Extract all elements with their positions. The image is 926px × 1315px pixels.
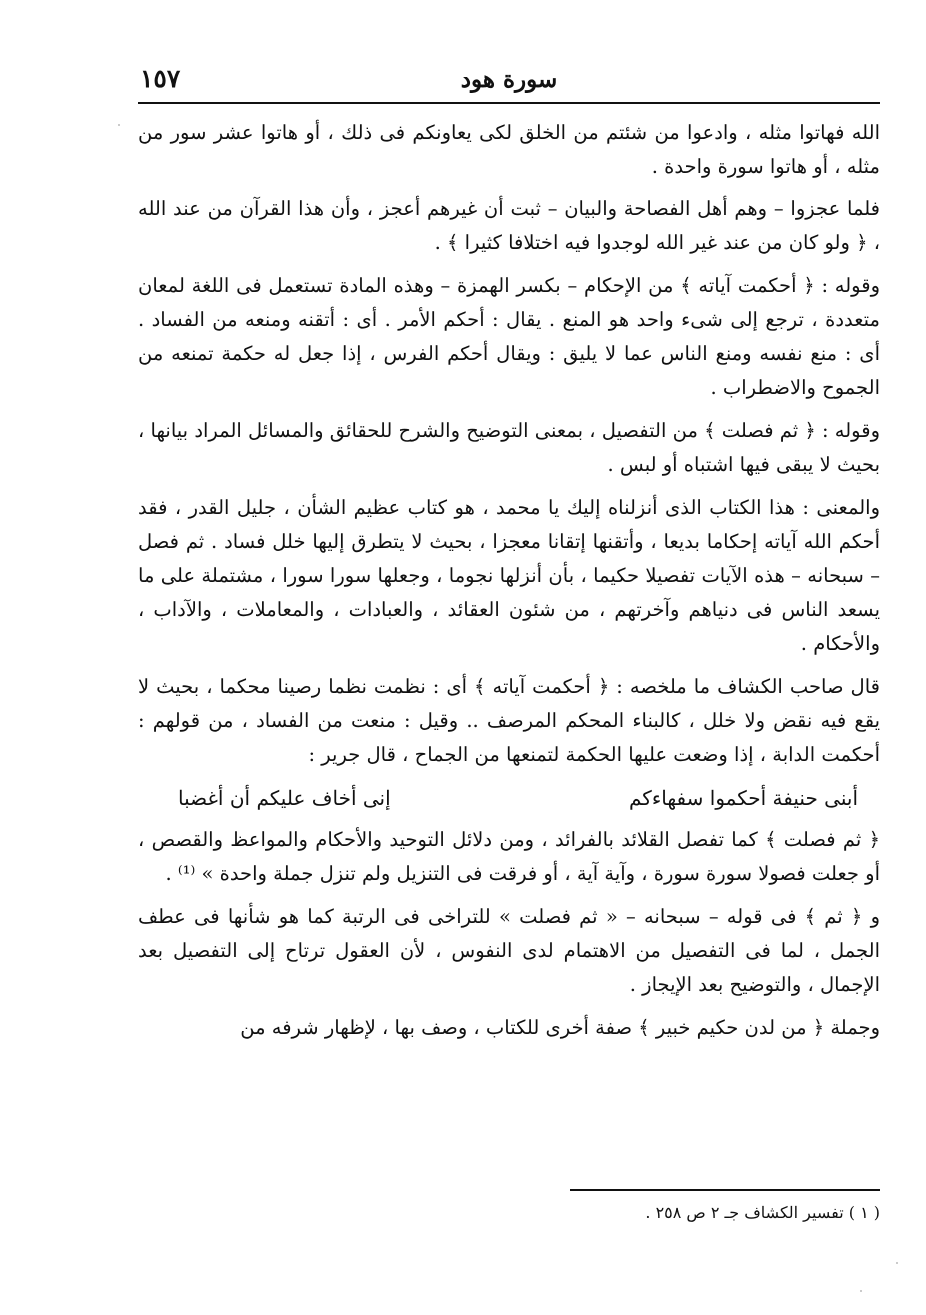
- paragraph: وقوله : ﴿ ثم فصلت ﴾ من التفصيل ، بمعنى التوضيح والشرح للحقائق والمسائل المراد بيانها ، بحيث لا يبقى فيها اشتباه أو لبس .: [138, 419, 880, 476]
- poetry-verse: [138, 781, 880, 815]
- scan-speck: [860, 1290, 862, 1292]
- paragraph: الله فهاتوا مثله ، وادعوا من شئتم من الخلق لكى يعاونكم فى ذلك ، أو هاتوا عشر سور من مثله ، أو هاتوا سورة واحدة .: [138, 121, 880, 178]
- page-number: ١٥٧: [140, 64, 181, 93]
- verse-second-hemistich: إنى أخاف عليكم أن أغضبا: [178, 786, 391, 810]
- page-header: [140, 60, 878, 100]
- scan-speck: [118, 124, 120, 126]
- paragraph: ﴿ ثم فصلت ﴾ كما تفصل القلائد بالفرائد ، ومن دلائل التوحيد والأحكام والمواعظ والقصص ، أو جعلت فصولا سورة سورة ، وآية آية ، أو فرقت فى التنزيل ولم تنزل جملة واحدة » ⁽¹⁾ .: [138, 828, 880, 885]
- paragraph: وقوله : ﴿ أحكمت آياته ﴾ من الإحكام – بكسر الهمزة – وهذه المادة تستعمل فى اللغة لمعان متعددة ، ترجع إلى شىء واحد هو المنع . يقال : أحكم الأمر . أى : أتقنه ومنعه من الفساد . أى : منع نفسه ومنع الناس عما لا يليق : ويقال أحكم الفرس ، إذا جعل له حكمة تمنعه من الجموح والاضطراب .: [138, 274, 880, 399]
- paragraph: وجملة ﴿ من لدن حكيم خبير ﴾ صفة أخرى للكتاب ، وصف بها ، لإظهار شرفه من: [240, 1016, 880, 1039]
- paragraph: قال صاحب الكشاف ما ملخصه : ﴿ أحكمت آياته ﴾ أى : نظمت نظما رصينا محكما ، بحيث لا يقع فيه نقض ولا خلل ، كالبناء المحكم المرصف .. وقيل : منعت من الفساد ، من قولهم : أحكمت الدابة ، إذا وضعت عليها الحكمة لتمنعها من الجماح ، قال جرير :: [138, 675, 880, 766]
- verse-first-hemistich: أبنى حنيفة أحكموا سفهاءكم: [628, 786, 858, 810]
- header-rule: [138, 102, 880, 104]
- running-title: سورة هود: [460, 66, 558, 93]
- footnote: ( ١ ) تفسير الكشاف جـ ٢ ص ٢٥٨ .: [645, 1203, 880, 1222]
- paragraph: والمعنى : هذا الكتاب الذى أنزلناه إليك يا محمد ، هو كتاب عظيم الشأن ، جليل القدر ، فقد أحكم الله آياته إحكاما بديعا ، وأتقنها إتقانا معجزا ، بحيث لا يتطرق إليها خلل فساد . ثم فصل – سبحانه – هذه الآيات تفصيلا حكيما ، بأن أنزلها نجوما ، وجعلها سورا سورا ، مشتملة على ما يسعد الناس فى دنياهم وآخرتهم ، من شئون العقائد ، والعبادات ، والمعاملات ، والآداب ، والأحكام .: [138, 496, 880, 655]
- scan-speck: [896, 1262, 898, 1264]
- paragraph: و ﴿ ثم ﴾ فى قوله – سبحانه – « ثم فصلت » للتراخى فى الرتبة كما هو شأنها فى عطف الجمل ، لما فى التفصيل من الاهتمام لدى النفوس ، لأن العقول ترتاح إلى التفصيل بعد الإجمال ، والتوضيح بعد الإيجاز .: [138, 905, 880, 996]
- main-text: [138, 116, 880, 1054]
- footnote-rule: [570, 1189, 880, 1191]
- paragraph: فلما عجزوا – وهم أهل الفصاحة والبيان – ثبت أن غيرهم أعجز ، وأن هذا القرآن من عند الله ، ﴿ ولو كان من عند غير الله لوجدوا فيه اختلافا كثيرا ﴾ .: [138, 197, 880, 254]
